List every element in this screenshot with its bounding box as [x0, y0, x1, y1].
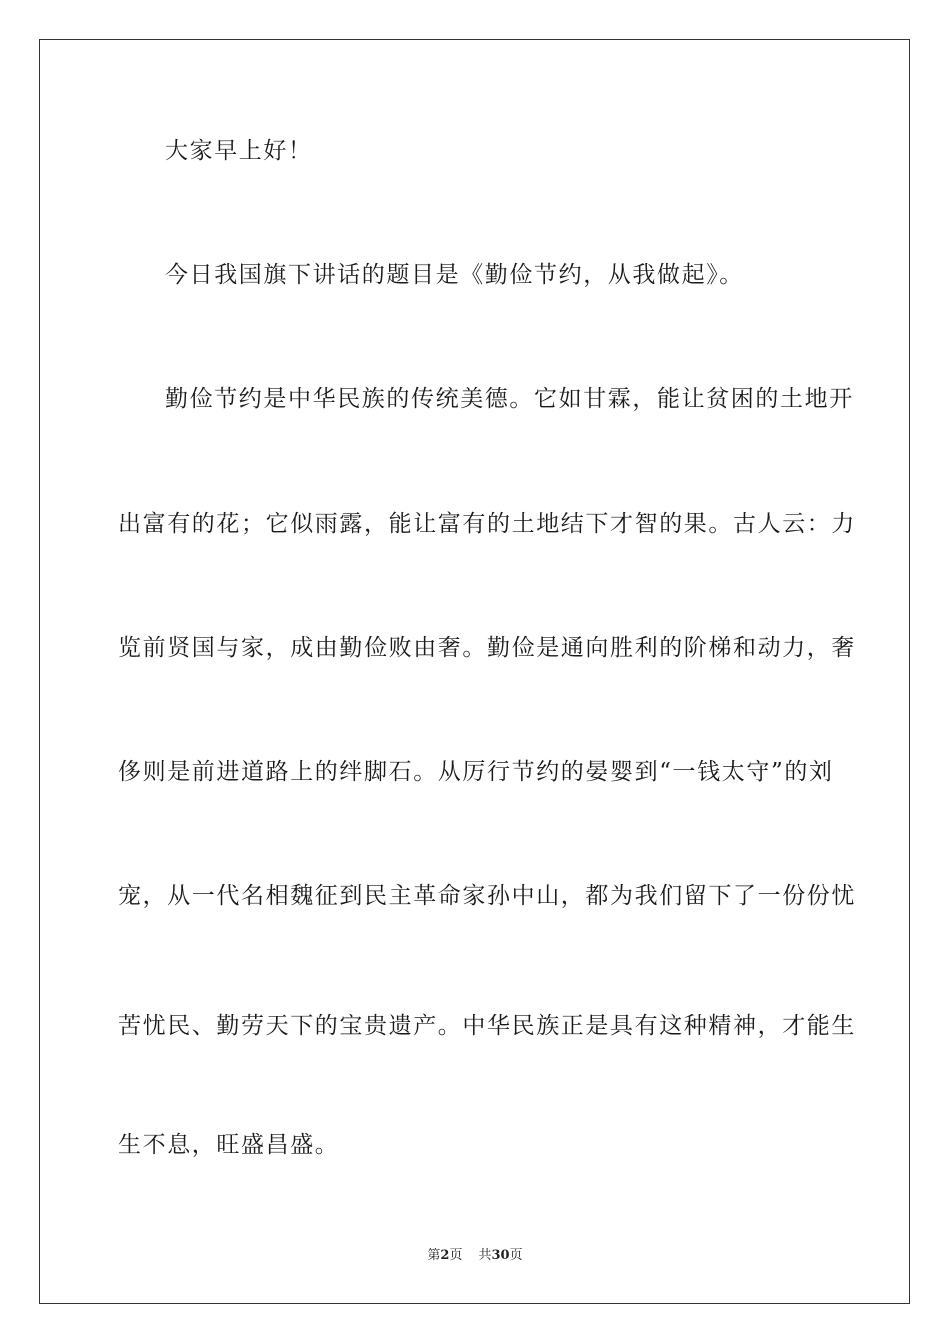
- paragraph-line: 览前贤国与家，成由勤俭败由奢。勤俭是通向胜利的阶梯和动力，奢: [118, 635, 856, 661]
- page-suffix: 页: [449, 1248, 463, 1263]
- total-prefix: 共: [478, 1248, 492, 1263]
- paragraph-greeting: 大家早上好！: [165, 138, 313, 164]
- page-number: 2: [440, 1248, 450, 1263]
- paragraph-topic: 今日我国旗下讲话的题目是《勤俭节约，从我做起》。: [165, 262, 744, 288]
- page-border: [39, 39, 910, 1304]
- paragraph-line: 生不息，旺盛昌盛。: [118, 1132, 340, 1158]
- paragraph-line: 出富有的花；它似雨露，能让富有的土地结下才智的果。古人云：力: [118, 511, 856, 537]
- page-prefix: 第: [427, 1248, 441, 1263]
- paragraph-line: 勤俭节约是中华民族的传统美德。它如甘霖，能让贫困的土地开: [165, 386, 854, 412]
- paragraph-line: 侈则是前进道路上的绊脚石。从厉行节约的晏婴到“一钱太守”的刘: [118, 759, 834, 785]
- page-footer: [0, 1247, 950, 1265]
- paragraph-line: 宠，从一代名相魏征到民主革命家孙中山，都为我们留下了一份份忧: [118, 883, 856, 909]
- paragraph-line: 苦忧民、勤劳天下的宝贵遗产。中华民族正是具有这种精神，才能生: [118, 1013, 856, 1039]
- total-suffix: 页: [509, 1248, 523, 1263]
- total-pages: 30: [491, 1248, 510, 1263]
